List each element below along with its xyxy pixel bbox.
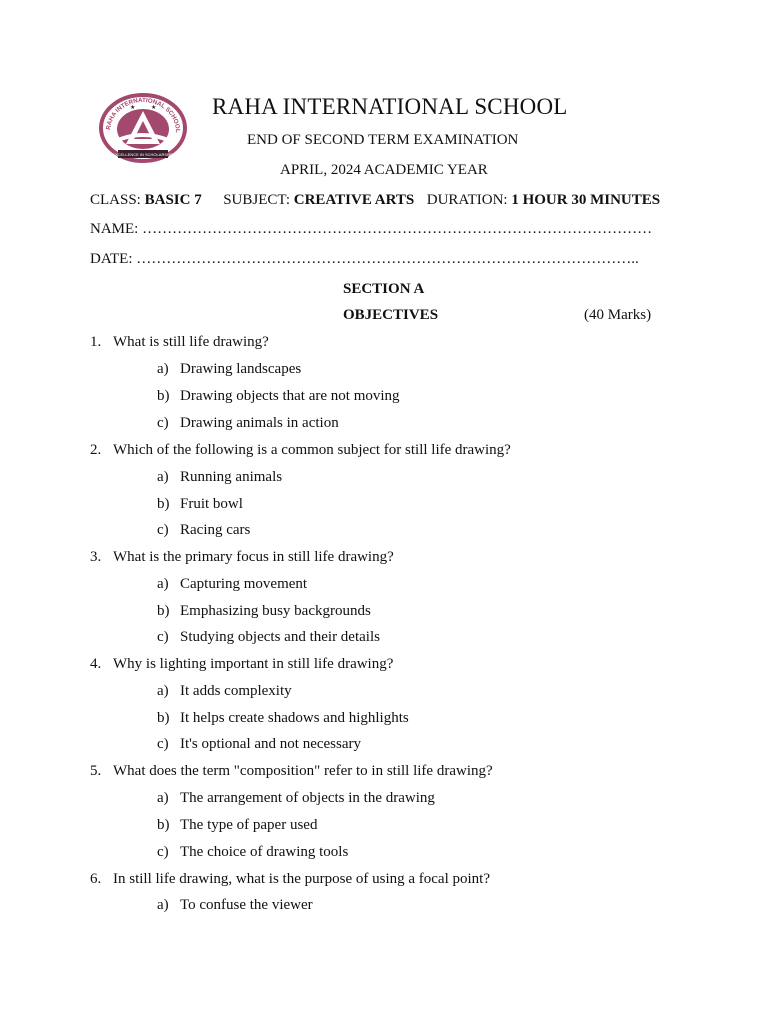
option-item (157, 496, 243, 513)
question-item (90, 334, 269, 351)
question-number: 6. (90, 871, 102, 887)
question-number: 4. (90, 656, 102, 672)
school-name: RAHA INTERNATIONAL SCHOOL (212, 94, 568, 119)
option-text: Drawing animals in action (180, 415, 339, 431)
option-letter: b) (157, 496, 170, 512)
option-item (157, 736, 361, 753)
option-item (157, 388, 400, 405)
option-text: The choice of drawing tools (180, 844, 349, 860)
option-text: The type of paper used (180, 817, 318, 833)
option-letter: c) (157, 736, 169, 752)
option-letter: c) (157, 415, 169, 431)
option-item (157, 603, 371, 620)
option-letter: b) (157, 603, 170, 619)
option-text: Racing cars (180, 522, 251, 538)
option-item (157, 790, 435, 807)
option-item (157, 576, 307, 593)
option-letter: a) (157, 361, 169, 377)
option-text: Drawing landscapes (180, 361, 302, 377)
subject-value: CREATIVE ARTS (293, 192, 415, 208)
option-item (157, 361, 301, 378)
option-text: Studying objects and their details (180, 629, 380, 645)
option-item (157, 844, 348, 861)
option-item (157, 522, 250, 539)
subject-label: SUBJECT: (223, 192, 290, 208)
question-item (90, 442, 511, 459)
question-item (90, 763, 493, 780)
option-letter: c) (157, 522, 169, 538)
name-field: NAME: ………………………………………………………………………………………… (90, 221, 653, 237)
class-label: CLASS: (90, 192, 141, 208)
duration-label: DURATION: (426, 192, 508, 208)
question-text: What is still life drawing? (113, 334, 269, 350)
question-item (90, 656, 393, 673)
option-item (157, 897, 313, 914)
section-marks: (40 Marks) (584, 307, 652, 323)
option-text: Capturing movement (180, 576, 308, 592)
question-text: Why is lighting important in still life drawing? (113, 656, 394, 672)
school-logo (96, 92, 190, 164)
option-letter: a) (157, 897, 169, 913)
option-text: The arrangement of objects in the drawing (180, 790, 435, 806)
option-text: It helps create shadows and highlights (180, 710, 409, 726)
option-text: It adds complexity (180, 683, 292, 699)
question-text: What does the term "composition" refer to in still life drawing? (113, 763, 493, 779)
academic-year: APRIL, 2024 ACADEMIC YEAR (280, 162, 488, 178)
date-field: DATE: ……………………………………………………………………………………….. (90, 251, 639, 267)
question-number: 5. (90, 763, 102, 779)
question-item (90, 871, 490, 888)
option-letter: a) (157, 576, 169, 592)
class-info-line (90, 192, 660, 209)
option-letter: a) (157, 469, 169, 485)
option-text: Emphasizing busy backgrounds (180, 603, 371, 619)
option-item (157, 469, 282, 486)
option-item (157, 629, 380, 646)
question-item (90, 549, 394, 566)
logo-arc-text-path: RAHA INTERNATIONAL SCHOOL (105, 96, 182, 133)
option-text: It's optional and not necessary (180, 736, 361, 752)
option-item (157, 415, 339, 432)
option-text: Running animals (180, 469, 283, 485)
option-item (157, 710, 409, 727)
question-number: 2. (90, 442, 102, 458)
duration-value: 1 HOUR 30 MINUTES (511, 192, 661, 208)
question-number: 1. (90, 334, 102, 350)
section-title: SECTION A (343, 281, 425, 297)
class-value: BASIC 7 (144, 192, 202, 208)
logo-banner-text: EXCELLENCE IN SCHOLARSHIP (112, 152, 174, 157)
option-letter: c) (157, 844, 169, 860)
option-text: Fruit bowl (180, 496, 243, 512)
option-item (157, 817, 317, 834)
option-letter: a) (157, 790, 169, 806)
option-letter: a) (157, 683, 169, 699)
option-letter: b) (157, 388, 170, 404)
question-text: Which of the following is a common subject for still life drawing? (113, 442, 511, 458)
question-number: 3. (90, 549, 102, 565)
section-subtitle: OBJECTIVES (343, 307, 439, 323)
option-text: Drawing objects that are not moving (180, 388, 400, 404)
question-text: In still life drawing, what is the purpose of using a focal point? (113, 871, 490, 887)
option-letter: c) (157, 629, 169, 645)
logo-star: ★ (130, 105, 136, 111)
logo-star: ★ (151, 105, 157, 111)
option-item (157, 683, 292, 700)
option-letter: b) (157, 710, 170, 726)
exam-title: END OF SECOND TERM EXAMINATION (247, 132, 519, 148)
question-text: What is the primary focus in still life drawing? (113, 549, 394, 565)
option-letter: b) (157, 817, 170, 833)
option-text: To confuse the viewer (180, 897, 313, 913)
